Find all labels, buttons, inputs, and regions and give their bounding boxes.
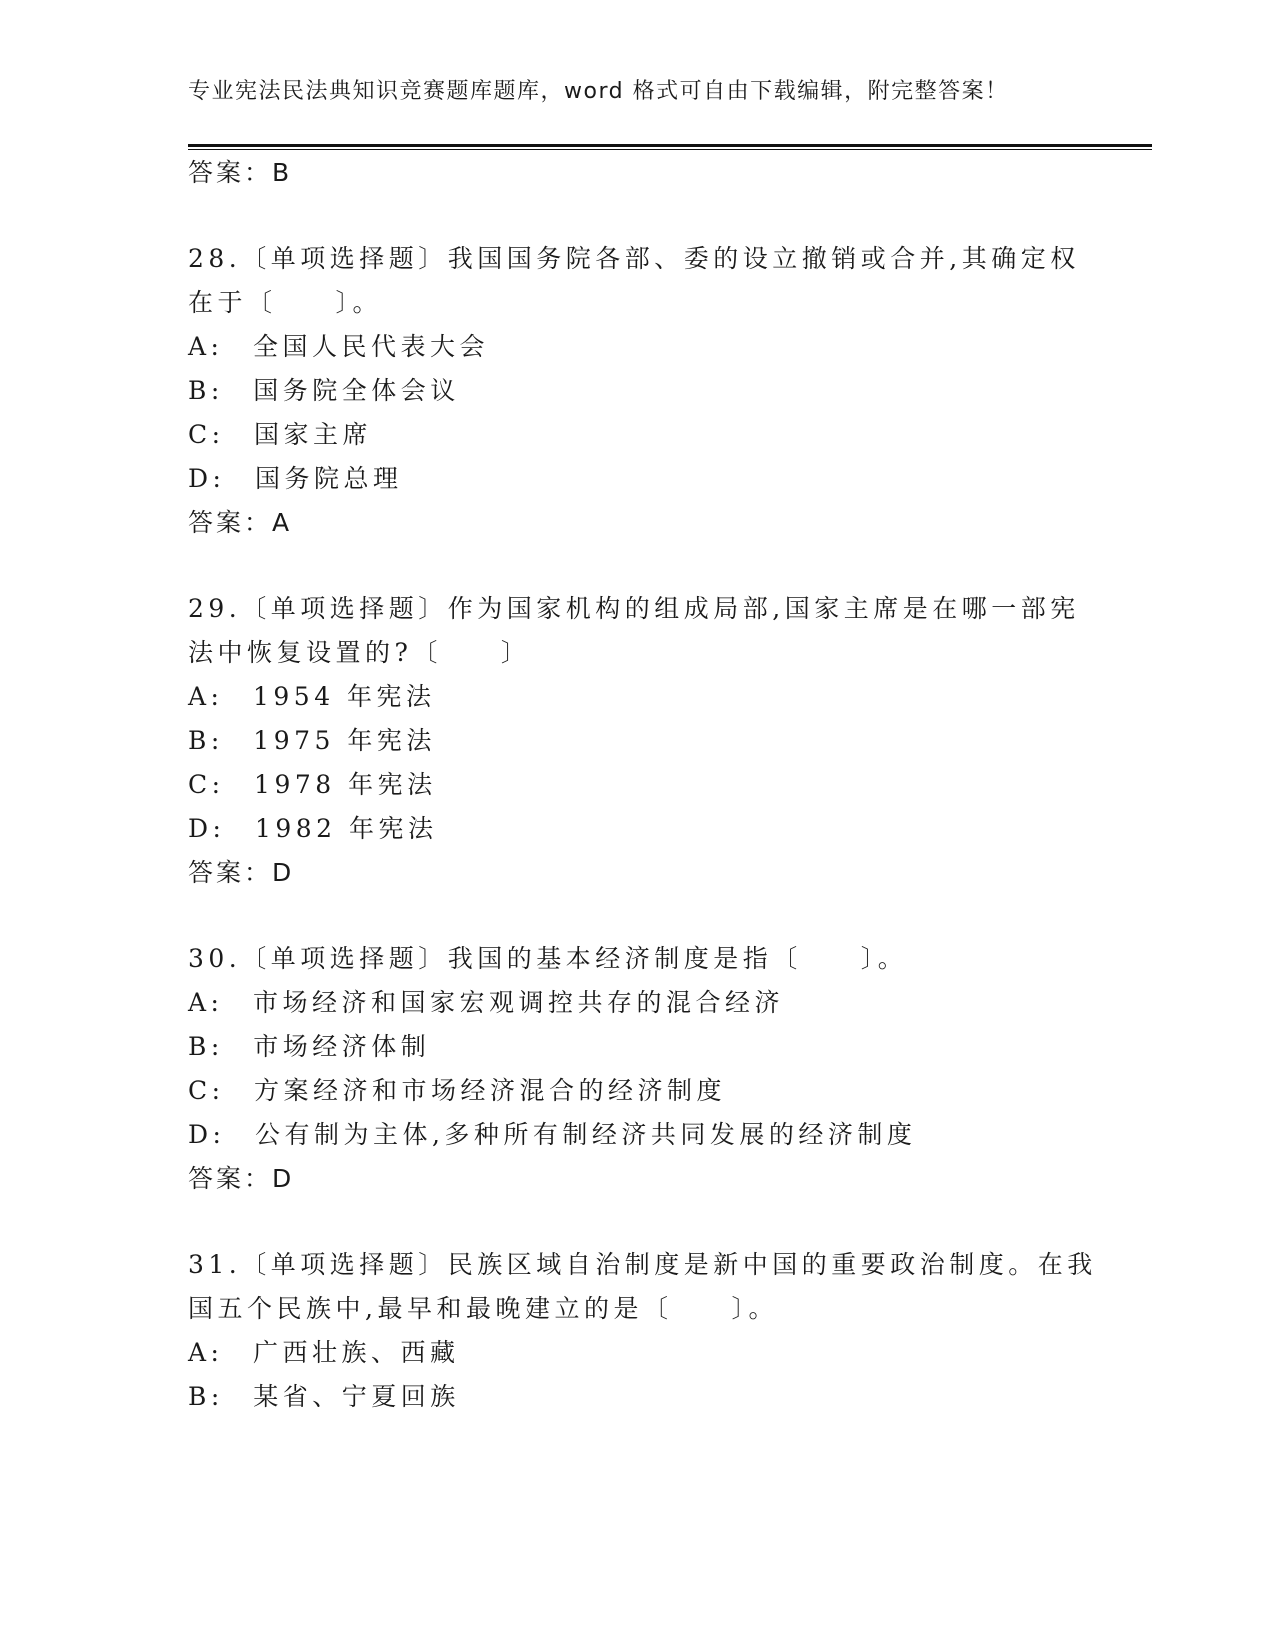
header-divider: [188, 144, 1152, 147]
question-30-option-b: B: 市场经济体制: [188, 1032, 431, 1061]
question-28-option-c: C: 国家主席: [188, 420, 373, 449]
question-28-stem-line1: 28.〔单项选择题〕我国国务院各部、委的设立撤销或合并,其确定权: [188, 244, 1080, 273]
question-28-answer: 答案：A: [188, 508, 293, 537]
question-30-stem-line1: 30.〔单项选择题〕我国的基本经济制度是指〔 〕。: [188, 944, 908, 973]
question-30-option-a: A: 市场经济和国家宏观调控共存的混合经济: [188, 988, 784, 1017]
question-28-option-a: A: 全国人民代表大会: [188, 332, 489, 361]
page-header: 专业宪法民法典知识竞赛题库题库，word 格式可自由下载编辑，附完整答案！: [188, 79, 1009, 104]
question-30-option-d: D: 公有制为主体,多种所有制经济共同发展的经济制度: [188, 1120, 917, 1149]
question-30-answer: 答案：D: [188, 1164, 295, 1193]
question-31-stem-line1: 31.〔单项选择题〕民族区域自治制度是新中国的重要政治制度。在我: [188, 1250, 1097, 1279]
previous-answer: 答案：B: [188, 158, 293, 187]
question-29-option-c: C: 1978 年宪法: [188, 770, 437, 799]
question-29-option-d: D: 1982 年宪法: [188, 814, 438, 843]
question-31-option-b: B: 某省、宁夏回族: [188, 1382, 460, 1411]
header-divider-thin: [188, 149, 1152, 150]
question-30-option-c: C: 方案经济和市场经济混合的经济制度: [188, 1076, 727, 1105]
question-28-stem-line2: 在于〔 〕。: [188, 288, 383, 317]
question-29-stem-line2: 法中恢复设置的?〔 〕: [188, 638, 531, 667]
question-29-option-a: A: 1954 年宪法: [188, 682, 436, 711]
question-31-stem-line2: 国五个民族中,最早和最晚建立的是〔 〕。: [188, 1294, 778, 1323]
question-28-option-d: D: 国务院总理: [188, 464, 403, 493]
question-28-option-b: B: 国务院全体会议: [188, 376, 460, 405]
question-29-stem-line1: 29.〔单项选择题〕作为国家机构的组成局部,国家主席是在哪一部宪: [188, 594, 1080, 623]
question-29-answer: 答案：D: [188, 858, 295, 887]
question-31-option-a: A: 广西壮族、西藏: [188, 1338, 460, 1367]
question-29-option-b: B: 1975 年宪法: [188, 726, 436, 755]
